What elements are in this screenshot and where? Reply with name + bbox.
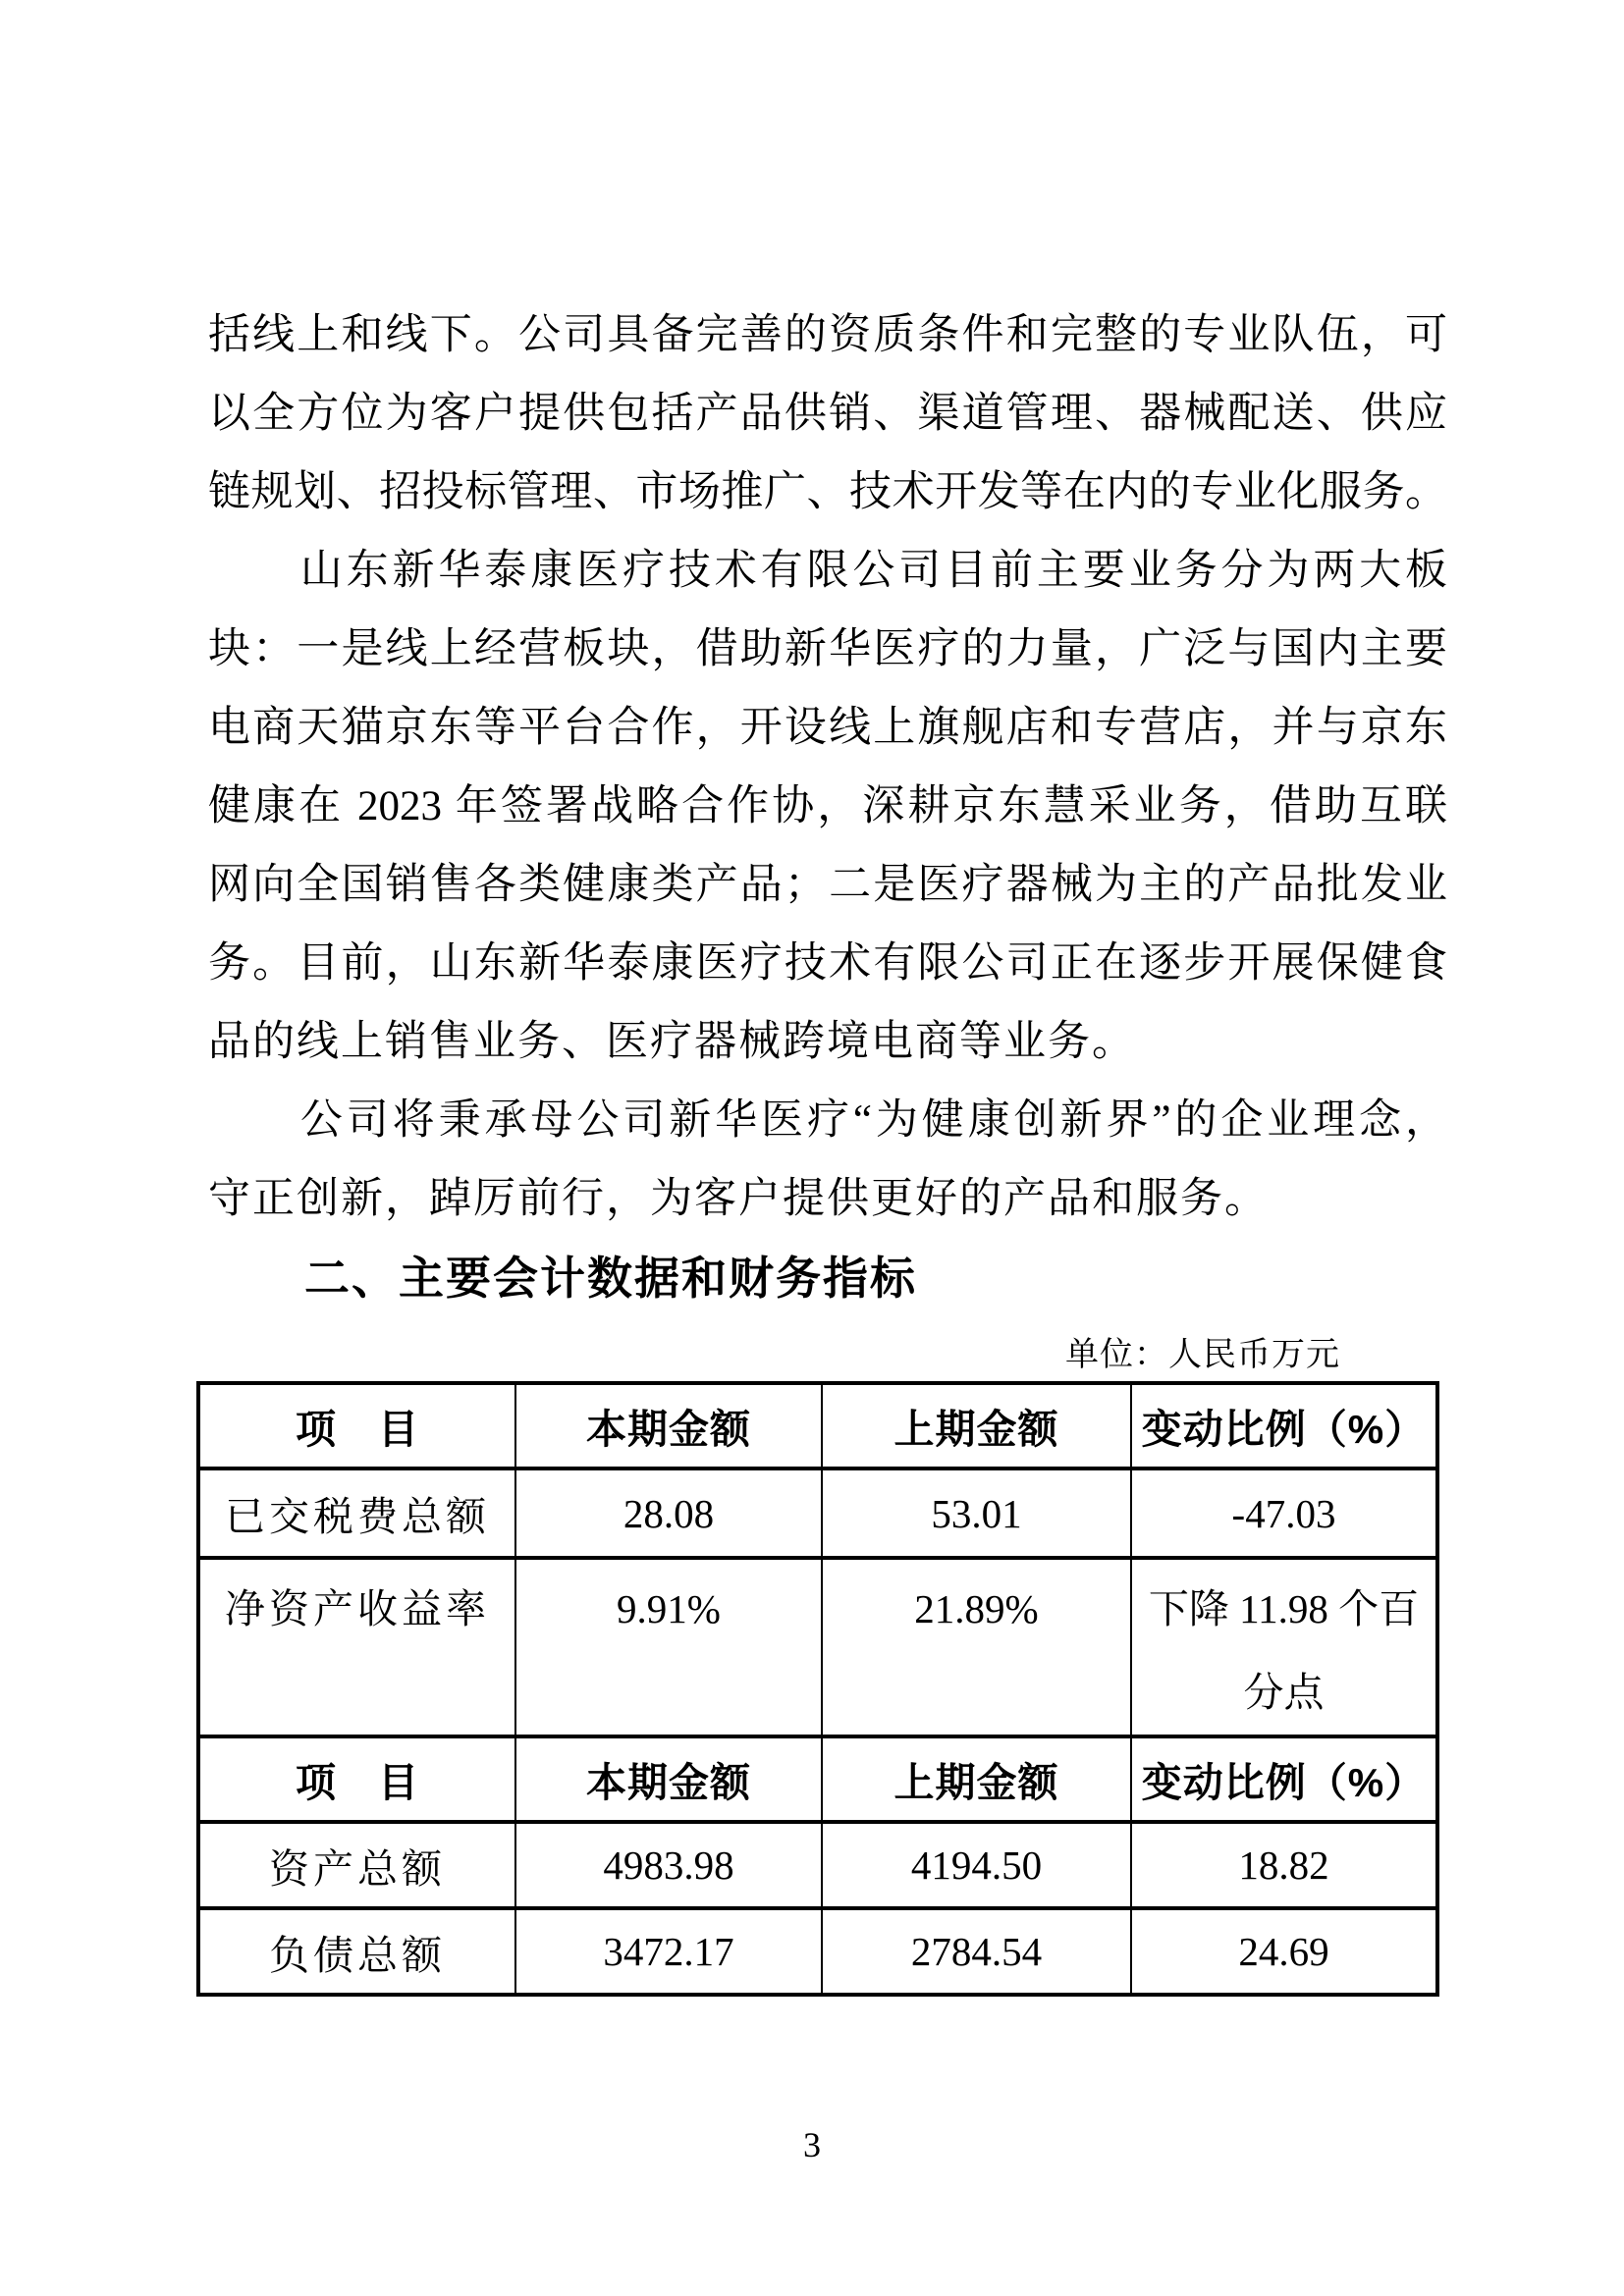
cell-prior-amount: 4194.50 [822,1822,1131,1908]
cell-current-amount: 28.08 [515,1468,822,1558]
table-row [198,1822,1437,1908]
body-line: 电商天猫京东等平台合作，开设线上旗舰店和专营店，并与京东 [208,705,1447,751]
table-header-row [198,1383,1437,1468]
cell-change-ratio [1131,1558,1437,1736]
body-line: 健康在 2023 年签署战略合作协，深耕京东慧采业务，借助互联 [208,783,1447,829]
change-line-2: 分点 [1243,1670,1325,1715]
cell-change-ratio: 18.82 [1131,1822,1437,1908]
section-heading [208,1239,1447,1317]
table-header-row [198,1736,1437,1822]
table-row [198,1468,1437,1558]
cell-prior-amount: 2784.54 [822,1908,1131,1995]
cell-change-ratio: 24.69 [1131,1908,1437,1995]
cell-item-name: 负债总额 [198,1908,515,1995]
body-line: 守正创新，踔厉前行，为客户提供更好的产品和服务。 [208,1176,1269,1222]
header-cell-change: 变动比例（%） [1131,1736,1437,1822]
header-cell-prior: 上期金额 [822,1736,1131,1822]
header-cell-prior: 上期金额 [822,1383,1131,1468]
table-row [198,1908,1437,1995]
table-row [198,1558,1437,1736]
section-heading-text: 二、主要会计数据和财务指标 [304,1253,917,1304]
cell-prior-amount: 53.01 [822,1468,1131,1558]
header-cell-item: 项 目 [198,1736,515,1822]
body-paragraphs [208,296,1447,1239]
header-cell-change: 变动比例（%） [1131,1383,1437,1468]
cell-current-amount: 3472.17 [515,1908,822,1995]
body-line: 网向全国销售各类健康类产品；二是医疗器械为主的产品批发业 [208,862,1447,908]
financial-table [196,1381,1439,1997]
body-line: 务。目前，山东新华泰康医疗技术有限公司正在逐步开展保健食 [208,940,1447,987]
cell-item-name: 资产总额 [198,1822,515,1908]
body-line: 以全方位为客户提供包括产品供销、渠道管理、器械配送、供应 [208,391,1447,437]
table-unit-note: 单位：人民币万元 [1065,1337,1340,1373]
cell-item-name: 已交税费总额 [198,1468,515,1558]
cell-prior-amount: 21.89% [822,1558,1131,1736]
cell-item-name: 净资产收益率 [198,1558,515,1736]
body-line: 括线上和线下。公司具备完善的资质条件和完整的专业队伍，可 [208,312,1447,358]
header-cell-current: 本期金额 [515,1736,822,1822]
change-line-1: 下降 11.98 个百 [1148,1586,1420,1631]
cell-current-amount: 4983.98 [515,1822,822,1908]
cell-change-ratio: -47.03 [1131,1468,1437,1558]
body-line: 品的线上销售业务、医疗器械跨境电商等业务。 [208,1019,1136,1065]
body-line: 山东新华泰康医疗技术有限公司目前主要业务分为两大板 [208,548,1447,594]
header-cell-item: 项 目 [198,1383,515,1468]
body-line: 链规划、招投标管理、市场推广、技术开发等在内的专业化服务。 [208,469,1447,515]
page-number: 3 [803,2125,821,2164]
body-line: 公司将秉承母公司新华医疗“为健康创新界”的企业理念， [208,1097,1447,1144]
cell-current-amount: 9.91% [515,1558,822,1736]
body-line: 块：一是线上经营板块，借助新华医疗的力量，广泛与国内主要 [208,626,1447,672]
header-cell-current: 本期金额 [515,1383,822,1468]
